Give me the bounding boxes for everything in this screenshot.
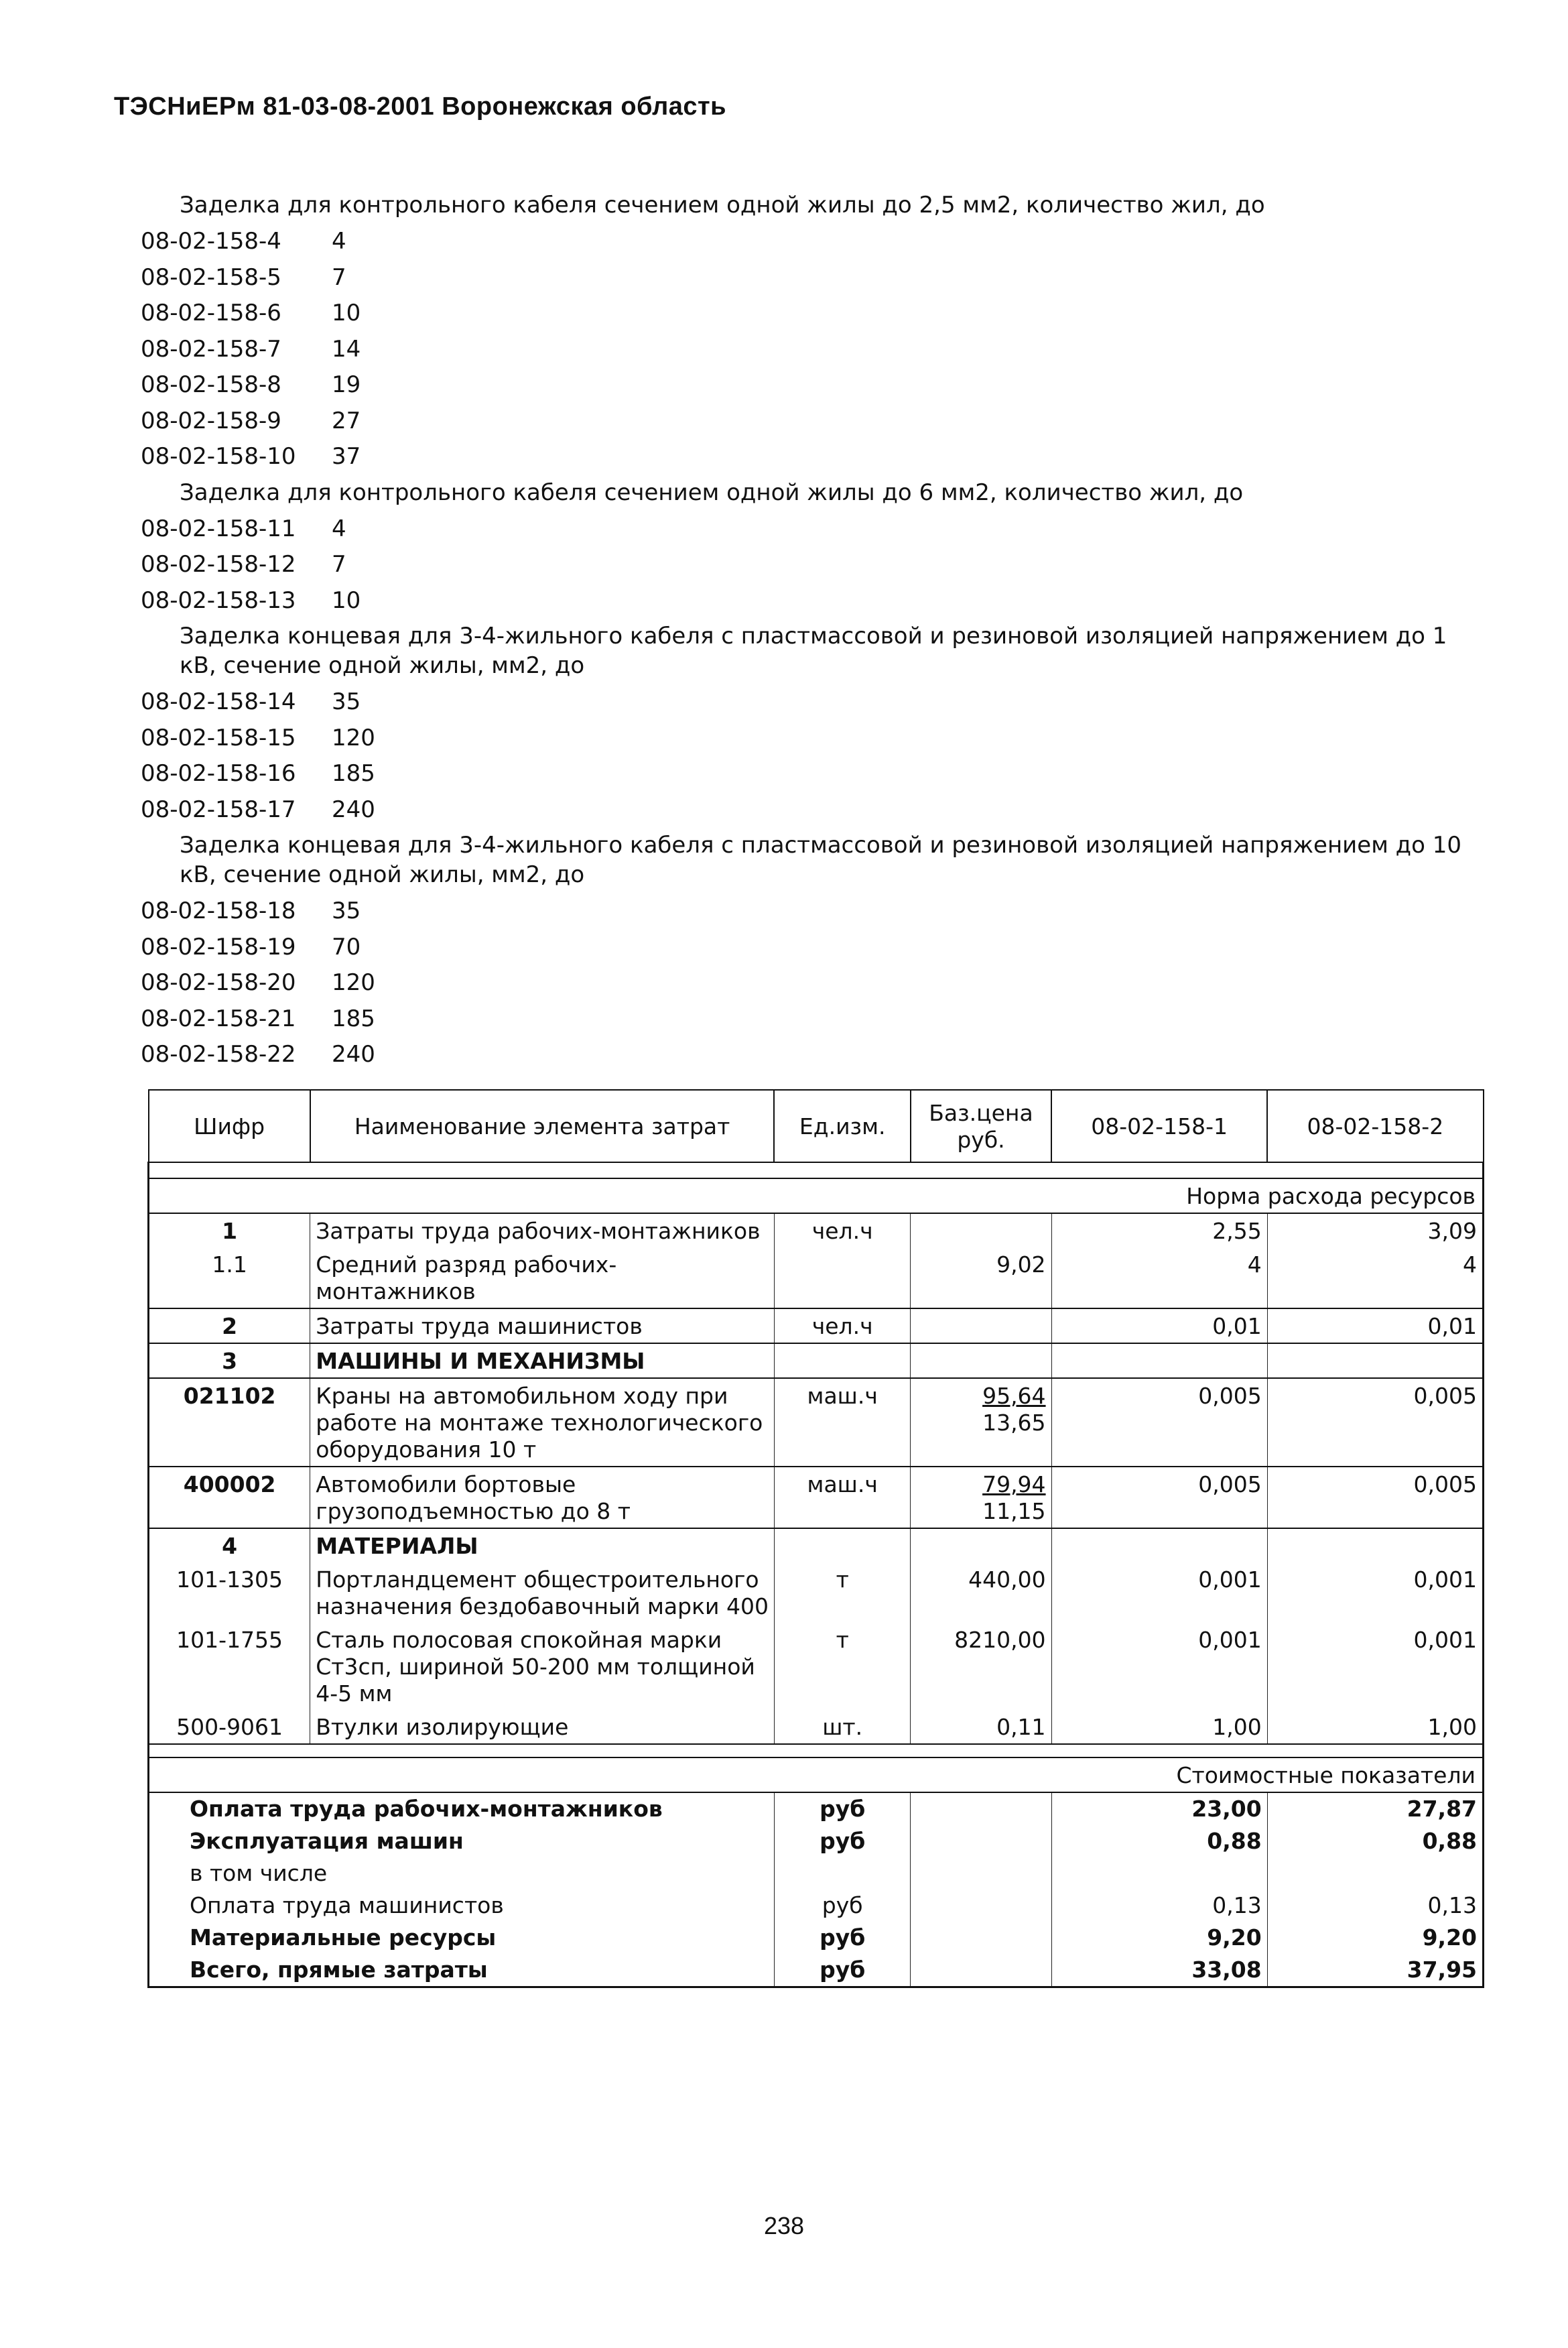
cost-name: Оплата труда рабочих-монтажников [149, 1792, 775, 1825]
cost-row [149, 1890, 1484, 1922]
item-code: 08-02-158-19 [141, 933, 296, 961]
cell-v1: 0,005 [1051, 1378, 1267, 1467]
cost-price-empty [911, 1954, 1051, 1987]
price-main: 95,64 [982, 1383, 1046, 1409]
cell-name: Автомобили бортовые грузоподъемностью до 8 т [310, 1467, 775, 1528]
col-header-v1: 08-02-158-1 [1051, 1090, 1267, 1162]
section-item [141, 367, 1481, 404]
cost-row [149, 1857, 1484, 1890]
item-value: 37 [332, 443, 361, 470]
cell-unit: шт. [774, 1710, 911, 1744]
cost-unit: руб [774, 1922, 911, 1954]
cell-code: 1.1 [149, 1247, 310, 1308]
cost-v1: 0,88 [1051, 1825, 1267, 1857]
cell-price [911, 1213, 1051, 1247]
section-item [141, 893, 1481, 930]
cost-name: Материальные ресурсы [149, 1922, 775, 1954]
item-code: 08-02-158-14 [141, 688, 296, 715]
section-item [141, 296, 1481, 332]
cell-v2: 0,001 [1267, 1623, 1483, 1710]
cell-v1 [1051, 1343, 1267, 1378]
cell-unit: т [774, 1623, 911, 1710]
cell-code: 101-1755 [149, 1623, 310, 1710]
cost-v2: 9,20 [1267, 1922, 1483, 1954]
cost-price-empty [911, 1792, 1051, 1825]
cell-price [911, 1710, 1051, 1744]
item-code: 08-02-158-5 [141, 263, 281, 291]
cell-price [911, 1528, 1051, 1562]
cost-name: Эксплуатация машин [149, 1825, 775, 1857]
cost-v2 [1267, 1857, 1483, 1890]
cell-v1: 0,001 [1051, 1562, 1267, 1623]
cell-v2: 4 [1267, 1247, 1483, 1308]
cost-unit: руб [774, 1890, 911, 1922]
cell-price [911, 1623, 1051, 1710]
cell-price [911, 1562, 1051, 1623]
item-value: 14 [332, 335, 361, 363]
cell-name: Средний разряд рабочих-монтажников [310, 1247, 775, 1308]
section-item [141, 930, 1481, 966]
cell-v2: 0,005 [1267, 1378, 1483, 1467]
col-header-price [911, 1090, 1051, 1162]
cell-v2 [1267, 1343, 1483, 1378]
cell-price [911, 1343, 1051, 1378]
item-value: 120 [332, 969, 375, 996]
section-item [141, 1001, 1481, 1038]
table-row [149, 1623, 1484, 1710]
section-item [141, 721, 1481, 757]
cell-name: Краны на автомобильном ходу при работе на монтаже технологического оборудования 10 т [310, 1378, 775, 1467]
price-main: 9,02 [996, 1251, 1046, 1278]
cost-price-empty [911, 1825, 1051, 1857]
item-value: 35 [332, 898, 361, 924]
cell-name: МАТЕРИАЛЫ [310, 1528, 775, 1562]
cell-name: Затраты труда рабочих-монтажников [310, 1213, 775, 1247]
item-code: 08-02-158-22 [141, 1041, 296, 1068]
cell-code: 101-1305 [149, 1562, 310, 1623]
cell-v1: 4 [1051, 1247, 1267, 1308]
table-row [149, 1378, 1484, 1467]
cell-unit: маш.ч [774, 1467, 911, 1528]
item-code: 08-02-158-9 [141, 407, 281, 434]
item-value: 19 [332, 371, 361, 398]
item-value: 10 [332, 300, 361, 326]
item-code: 08-02-158-15 [141, 724, 296, 751]
cost-v2: 0,88 [1267, 1825, 1483, 1857]
col-header-v2: 08-02-158-2 [1267, 1090, 1483, 1162]
cell-code: 3 [149, 1343, 310, 1378]
cost-v1 [1051, 1857, 1267, 1890]
cell-v1: 2,55 [1051, 1213, 1267, 1247]
section-title: Заделка концевая для 3-4-жильного кабеля с пластмассовой и резиновой изоляцией напряжением до 1 кВ, сечение одной жилы, мм2, до [180, 623, 1447, 679]
item-code: 08-02-158-16 [141, 760, 296, 787]
section-item [141, 1037, 1481, 1073]
item-code: 08-02-158-21 [141, 1005, 296, 1032]
cell-price [911, 1247, 1051, 1308]
cell-unit: маш.ч [774, 1378, 911, 1467]
price-main: 79,94 [982, 1471, 1046, 1497]
item-value: 7 [332, 263, 346, 291]
item-value: 70 [332, 933, 361, 961]
cost-row [149, 1922, 1484, 1954]
cell-v2: 0,01 [1267, 1308, 1483, 1343]
cell-v2: 0,001 [1267, 1562, 1483, 1623]
item-code: 08-02-158-20 [141, 969, 296, 996]
section-item [141, 260, 1481, 296]
cell-price [911, 1308, 1051, 1343]
table-row [149, 1467, 1484, 1528]
col-header-name: Наименование элемента затрат [310, 1090, 775, 1162]
cell-v1: 0,01 [1051, 1308, 1267, 1343]
cost-v1: 33,08 [1051, 1954, 1267, 1987]
table-row [149, 1213, 1484, 1247]
cost-v2: 27,87 [1267, 1792, 1483, 1825]
resource-table [147, 1089, 1484, 1988]
table-row [149, 1710, 1484, 1744]
section-title: Заделка для контрольного кабеля сечением одной жилы до 2,5 мм2, количество жил, до [180, 192, 1265, 219]
price-main: 8210,00 [954, 1627, 1046, 1653]
cell-v1 [1051, 1528, 1267, 1562]
item-value: 4 [332, 515, 346, 542]
item-value: 7 [332, 551, 346, 578]
section-item [141, 583, 1481, 619]
item-code: 08-02-158-10 [141, 443, 296, 470]
cell-unit: т [774, 1562, 911, 1623]
cell-v2: 3,09 [1267, 1213, 1483, 1247]
cost-name: Всего, прямые затраты [149, 1954, 775, 1987]
item-value: 120 [332, 724, 375, 751]
item-value: 35 [332, 688, 361, 715]
item-value: 240 [332, 1041, 375, 1068]
cost-name: в том числе [149, 1857, 775, 1890]
cost-unit: руб [774, 1825, 911, 1857]
cost-row [149, 1792, 1484, 1825]
section-item [141, 792, 1481, 828]
item-value: 4 [332, 228, 346, 255]
sections-list [141, 188, 1481, 1073]
table-row [149, 1343, 1484, 1378]
cell-price [911, 1467, 1051, 1528]
section-item [141, 511, 1481, 548]
cell-v2 [1267, 1528, 1483, 1562]
cell-v2: 1,00 [1267, 1710, 1483, 1744]
price-main: 440,00 [968, 1566, 1046, 1593]
cell-code: 1 [149, 1213, 310, 1247]
price-machinist: 13,65 [982, 1410, 1046, 1436]
cost-name: Оплата труда машинистов [149, 1890, 775, 1922]
cost-v1: 9,20 [1051, 1922, 1267, 1954]
cost-price-empty [911, 1857, 1051, 1890]
cell-name: МАШИНЫ И МЕХАНИЗМЫ [310, 1343, 775, 1378]
item-code: 08-02-158-4 [141, 228, 281, 255]
section-item [141, 404, 1481, 440]
cell-v1: 1,00 [1051, 1710, 1267, 1744]
cell-code: 4 [149, 1528, 310, 1562]
item-value: 185 [332, 1005, 375, 1032]
item-code: 08-02-158-6 [141, 300, 281, 326]
section-item [141, 224, 1481, 260]
cost-price-empty [911, 1922, 1051, 1954]
cell-v1: 0,005 [1051, 1467, 1267, 1528]
col-header-price-line1: Баз.цена [929, 1100, 1033, 1126]
page-number: 238 [763, 2212, 805, 2239]
price-machinist: 11,15 [982, 1498, 1046, 1524]
page-header-title: ТЭСНиЕРм 81-03-08-2001 Воронежская область [114, 92, 726, 121]
cost-unit: руб [774, 1792, 911, 1825]
cell-code: 500-9061 [149, 1710, 310, 1744]
cell-name: Втулки изолирующие [310, 1710, 775, 1744]
cost-unit: руб [774, 1954, 911, 1987]
col-header-price-line2: руб. [957, 1127, 1005, 1153]
cost-header: Стоимостные показатели [149, 1757, 1484, 1792]
item-code: 08-02-158-18 [141, 898, 296, 924]
table-row [149, 1308, 1484, 1343]
section-item [141, 439, 1481, 475]
section-title: Заделка концевая для 3-4-жильного кабеля с пластмассовой и резиновой изоляцией напряжением до 10 кВ, сечение одной жилы, мм2, до [180, 832, 1462, 888]
cell-name: Сталь полосовая спокойная марки Ст3сп, шириной 50-200 мм толщиной 4-5 мм [310, 1623, 775, 1710]
item-code: 08-02-158-7 [141, 335, 281, 363]
cost-row [149, 1825, 1484, 1857]
cell-name: Портландцемент общестроительного назначения бездобавочный марки 400 [310, 1562, 775, 1623]
table-row [149, 1562, 1484, 1623]
cost-v1: 0,13 [1051, 1890, 1267, 1922]
section-item [141, 547, 1481, 583]
cell-price [911, 1378, 1051, 1467]
cell-unit: чел.ч [774, 1213, 911, 1247]
cost-v2: 37,95 [1267, 1954, 1483, 1987]
cell-unit: чел.ч [774, 1308, 911, 1343]
item-code: 08-02-158-17 [141, 796, 296, 823]
cost-unit [774, 1857, 911, 1890]
cell-v1: 0,001 [1051, 1623, 1267, 1710]
cell-unit [774, 1528, 911, 1562]
item-value: 27 [332, 407, 361, 434]
cell-code: 400002 [149, 1467, 310, 1528]
table-row [149, 1247, 1484, 1308]
price-main: 0,11 [996, 1714, 1046, 1740]
cell-code: 2 [149, 1308, 310, 1343]
section-item [141, 332, 1481, 368]
cost-v1: 23,00 [1051, 1792, 1267, 1825]
col-header-code: Шифр [149, 1090, 310, 1162]
cell-unit [774, 1343, 911, 1378]
item-code: 08-02-158-11 [141, 515, 296, 542]
section-title: Заделка для контрольного кабеля сечением одной жилы до 6 мм2, количество жил, до [180, 479, 1244, 506]
section-item [141, 684, 1481, 721]
section-item [141, 965, 1481, 1001]
table-row [149, 1528, 1484, 1562]
cost-row [149, 1954, 1484, 1987]
norm-header: Норма расхода ресурсов [149, 1178, 1484, 1213]
cell-name: Затраты труда машинистов [310, 1308, 775, 1343]
section-item [141, 756, 1481, 792]
cost-v2: 0,13 [1267, 1890, 1483, 1922]
col-header-unit: Ед.изм. [774, 1090, 911, 1162]
item-value: 240 [332, 796, 375, 823]
cost-price-empty [911, 1890, 1051, 1922]
item-value: 185 [332, 760, 375, 787]
item-value: 10 [332, 586, 361, 614]
item-code: 08-02-158-8 [141, 371, 281, 398]
item-code: 08-02-158-12 [141, 551, 296, 578]
item-code: 08-02-158-13 [141, 586, 296, 614]
cell-unit [774, 1247, 911, 1308]
cell-code: 021102 [149, 1378, 310, 1467]
cell-v2: 0,005 [1267, 1467, 1483, 1528]
